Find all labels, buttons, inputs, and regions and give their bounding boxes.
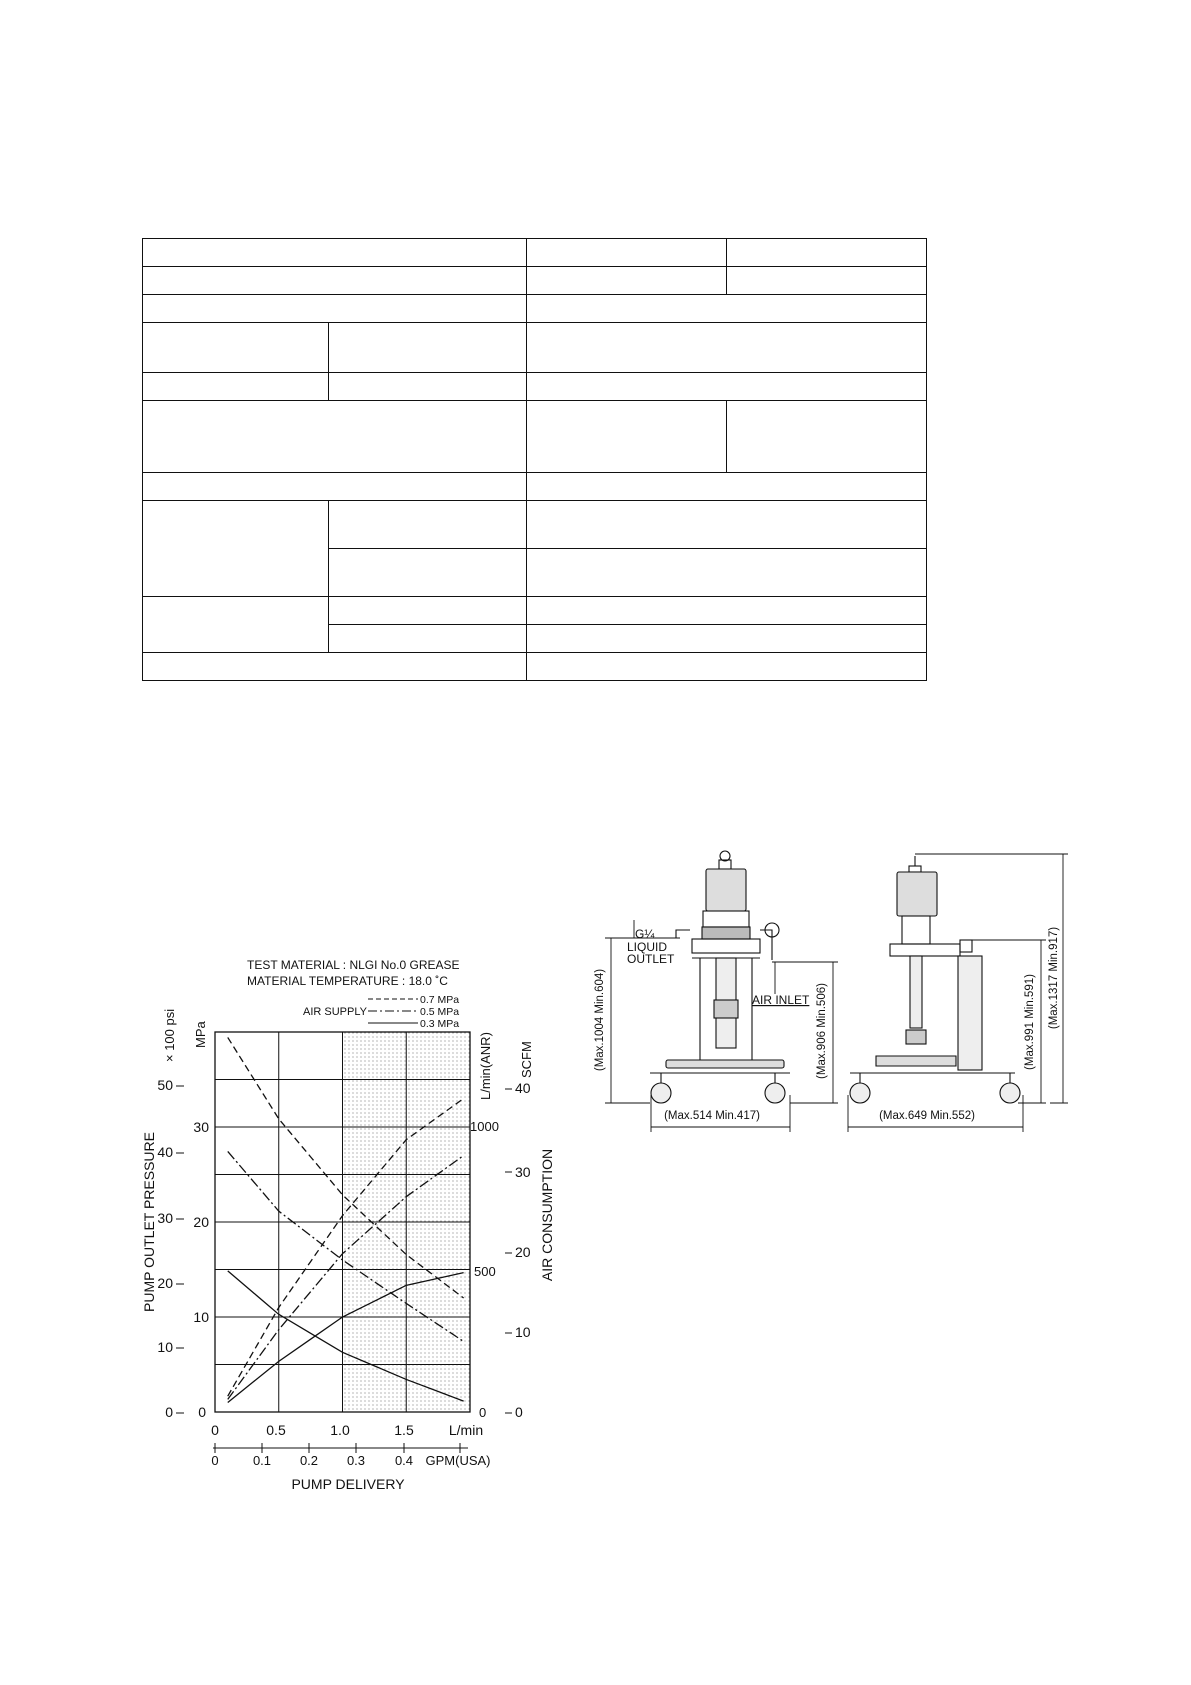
table-cell: [727, 267, 927, 295]
dimension-drawing: [585, 845, 1075, 1140]
table-cell: [329, 323, 527, 373]
right-axis-lmin-unit: L/min(ANR): [478, 1032, 493, 1100]
table-cell: [527, 549, 927, 597]
left-axis-mpa-unit: MPa: [193, 1021, 208, 1048]
psi-tick-0: 0: [165, 1404, 173, 1420]
table-cell: [527, 401, 727, 473]
front-width-dimension: (Max.514 Min.417): [664, 1110, 760, 1122]
test-material-label: TEST MATERIAL : NLGI No.0 GREASE: [247, 958, 460, 972]
table-row: [143, 401, 927, 473]
psi-tick-50: 50: [157, 1077, 173, 1093]
outlet-size-label: G¼: [635, 927, 655, 941]
scfm-tick-0: 0: [515, 1404, 523, 1420]
table-cell: [527, 473, 927, 501]
table-cell: [527, 501, 927, 549]
table-cell: [329, 373, 527, 401]
gpm-tick-03: 0.3: [346, 1453, 366, 1468]
lmin-tick-15: 1.5: [394, 1422, 414, 1438]
table-cell: [143, 295, 527, 323]
lmin-tick-10: 1.0: [330, 1422, 350, 1438]
psi-tick-40: 40: [157, 1144, 173, 1160]
right-axis-scfm-unit: SCFM: [519, 1041, 534, 1078]
air-lmin-tick-1000: 1000: [470, 1119, 499, 1134]
table-cell: [527, 323, 927, 373]
table-cell: [143, 239, 527, 267]
table-cell: [527, 295, 927, 323]
mpa-tick-20: 20: [193, 1214, 209, 1230]
left-axis-psi-unit: × 100 psi: [162, 1008, 177, 1062]
material-temperature-label: MATERIAL TEMPERATURE : 18.0 ˚C: [247, 974, 448, 988]
gpm-tick-0: 0: [211, 1453, 219, 1468]
table-row: [143, 501, 927, 549]
table-cell: [143, 653, 527, 681]
table-cell: [527, 239, 727, 267]
table-cell: [143, 501, 329, 597]
gpm-unit: GPM(USA): [425, 1453, 491, 1468]
gpm-tick-04: 0.4: [394, 1453, 414, 1468]
table-cell: [143, 323, 329, 373]
table-cell: [143, 473, 527, 501]
table-row: [143, 597, 927, 625]
performance-chart: [130, 950, 570, 1495]
specification-table: [142, 238, 927, 681]
legend-label-05: 0.5 MPa: [420, 1006, 460, 1018]
table-row: [143, 295, 927, 323]
table-cell: [527, 267, 727, 295]
table-cell: [329, 501, 527, 549]
scfm-tick-20: 20: [515, 1244, 531, 1260]
table-row: [143, 267, 927, 295]
mpa-tick-0: 0: [198, 1404, 206, 1420]
scfm-tick-40: 40: [515, 1080, 531, 1096]
collar-height-dimension: (Max.991 Min.591): [1024, 974, 1036, 1070]
table-row: [143, 473, 927, 501]
bottom-axis-title: PUMP DELIVERY: [291, 1476, 405, 1492]
mpa-tick-10: 10: [193, 1309, 209, 1325]
gpm-tick-02: 0.2: [299, 1453, 319, 1468]
psi-tick-10: 10: [157, 1339, 173, 1355]
mpa-tick-30: 30: [193, 1119, 209, 1135]
inlet-height-dimension: (Max.906 Min.506): [816, 983, 828, 1079]
liquid-outlet-label: LIQUID: [627, 940, 668, 954]
table-row: [143, 653, 927, 681]
table-row: [143, 373, 927, 401]
chart-legend: [303, 994, 459, 1030]
table-cell: [527, 597, 927, 625]
legend-label-07: 0.7 MPa: [420, 994, 460, 1006]
side-view-pump: [850, 856, 1020, 1103]
table-cell: [527, 373, 927, 401]
gpm-tick-01: 0.1: [252, 1453, 272, 1468]
left-axis-title: PUMP OUTLET PRESSURE: [141, 1132, 157, 1312]
table-row: [143, 323, 927, 373]
table-cell: [143, 597, 329, 653]
table-cell: [527, 625, 927, 653]
air-lmin-tick-500: 500: [474, 1264, 496, 1279]
table-cell: [329, 549, 527, 597]
table-cell: [727, 401, 927, 473]
table-cell: [143, 267, 527, 295]
scfm-tick-30: 30: [515, 1164, 531, 1180]
table-row: [143, 239, 927, 267]
side-width-dimension: (Max.649 Min.552): [879, 1110, 975, 1122]
lmin-tick-0: 0: [211, 1422, 219, 1438]
liquid-outlet-label-line2: OUTLET: [627, 952, 675, 966]
lmin-tick-05: 0.5: [266, 1422, 286, 1438]
legend-group-label: AIR SUPPLY: [303, 1006, 367, 1018]
outlet-height-dimension: (Max.1004 Min.604): [594, 968, 606, 1072]
psi-tick-20: 20: [157, 1275, 173, 1291]
lmin-unit: L/min: [448, 1422, 484, 1438]
table-cell: [143, 401, 527, 473]
total-height-dimension: (Max.1317 Min.917): [1048, 926, 1060, 1030]
front-view-pump: [650, 851, 790, 1103]
air-lmin-tick-0: 0: [479, 1405, 487, 1420]
table-cell: [527, 653, 927, 681]
table-cell: [329, 597, 527, 625]
air-inlet-label: AIR INLET: [752, 993, 810, 1007]
table-cell: [143, 373, 329, 401]
right-axis-title: AIR CONSUMPTION: [539, 1148, 555, 1282]
legend-label-03: 0.3 MPa: [420, 1018, 460, 1030]
table-cell: [329, 625, 527, 653]
psi-tick-30: 30: [157, 1210, 173, 1226]
scfm-tick-10: 10: [515, 1324, 531, 1340]
table-cell: [727, 239, 927, 267]
